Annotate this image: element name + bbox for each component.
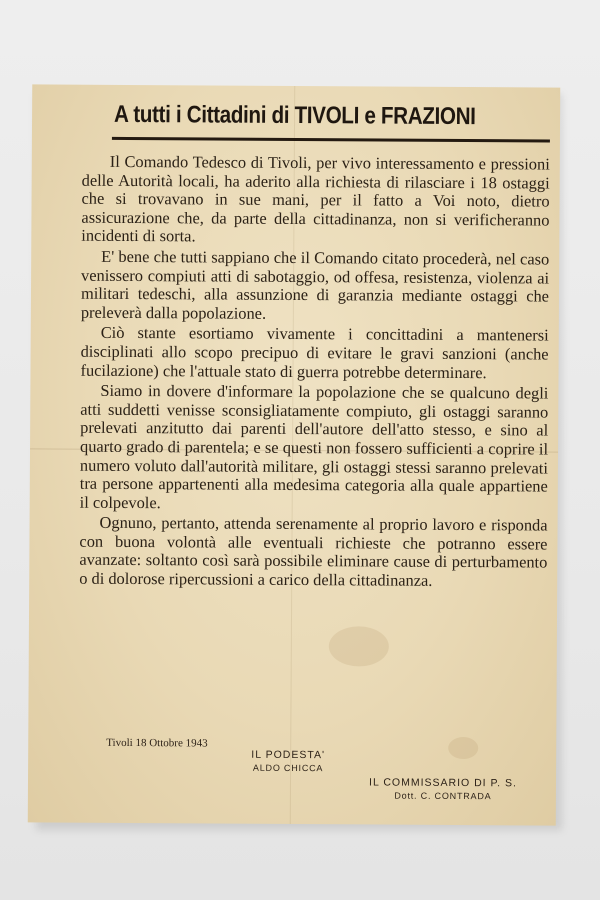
paragraph: Siamo in dovere d'informare la popolazione che se qualcuno degli atti suddetti venisse sconsigliatamente compiuto, gli ostaggi saranno prelevati anzitutto dai parenti dell'autore dell'atto stesso, e sino al quarto grado di parentela; e se questi non fossero sufficienti a coprire il numero voluto dall'autorità militare, gli ostaggi stessi saranno prelevati tra persone appartenenti alla medesima categoria alla quale appartiene il colpevole. — [79, 380, 549, 512]
signature-name: ALDO CHICCA — [252, 762, 324, 774]
paragraph: Ognuno, pertanto, attenda serenamente al proprio lavoro e risponda con buona volontà alle eventuali richieste che potranno essere avanzate: soltanto così sarà possibile eliminare cause di perturbamento o di dolorose ripercussioni a carico della cittadinanza. — [79, 513, 548, 590]
poster-sheet — [28, 84, 560, 825]
paper-stain — [448, 737, 478, 759]
paragraph: E' bene che tutti sappiano che il Comando citato procederà, nel caso venissero compiuti atti di sabotaggio, od offesa, resistenza, violenza ai militari tedeschi, alla assunzione di garanzia mediante ostaggi che preleverà dalla popolazione. — [80, 246, 550, 323]
poster-title: A tutti i Cittadini di TIVOLI e FRAZIONI — [113, 100, 476, 131]
poster-body — [79, 153, 550, 594]
paragraph: Il Comando Tedesco di Tivoli, per vivo interessamento e pressioni delle Autorità locali, ha aderito alla richiesta di rilasciare i 18 ostaggi che si trovavano in sue mani, per il fatto a Voi noto, dietro assicurazione che, da parte della cittadinanza, non si verificheranno incidenti di sorta. — [81, 151, 550, 246]
title-underline — [112, 137, 550, 143]
poster-date: Tivoli 18 Ottobre 1943 — [106, 736, 208, 750]
signature-role: IL COMMISSARIO DI P. S. — [369, 776, 517, 790]
signature-podesta — [228, 749, 348, 774]
signature-name: Dott. C. CONTRADA — [394, 790, 492, 802]
paper-stain — [329, 626, 389, 666]
signature-role: IL PODESTA' — [251, 748, 326, 762]
paragraph: Ciò stante esortiamo vivamente i concittadini a mantenersi disciplinati allo scopo precipuo di evitare le gravi sanzioni (anche fucilazione) che l'attuale stato di guerra potrebbe determinare. — [80, 323, 549, 382]
signature-commissario — [358, 776, 528, 801]
